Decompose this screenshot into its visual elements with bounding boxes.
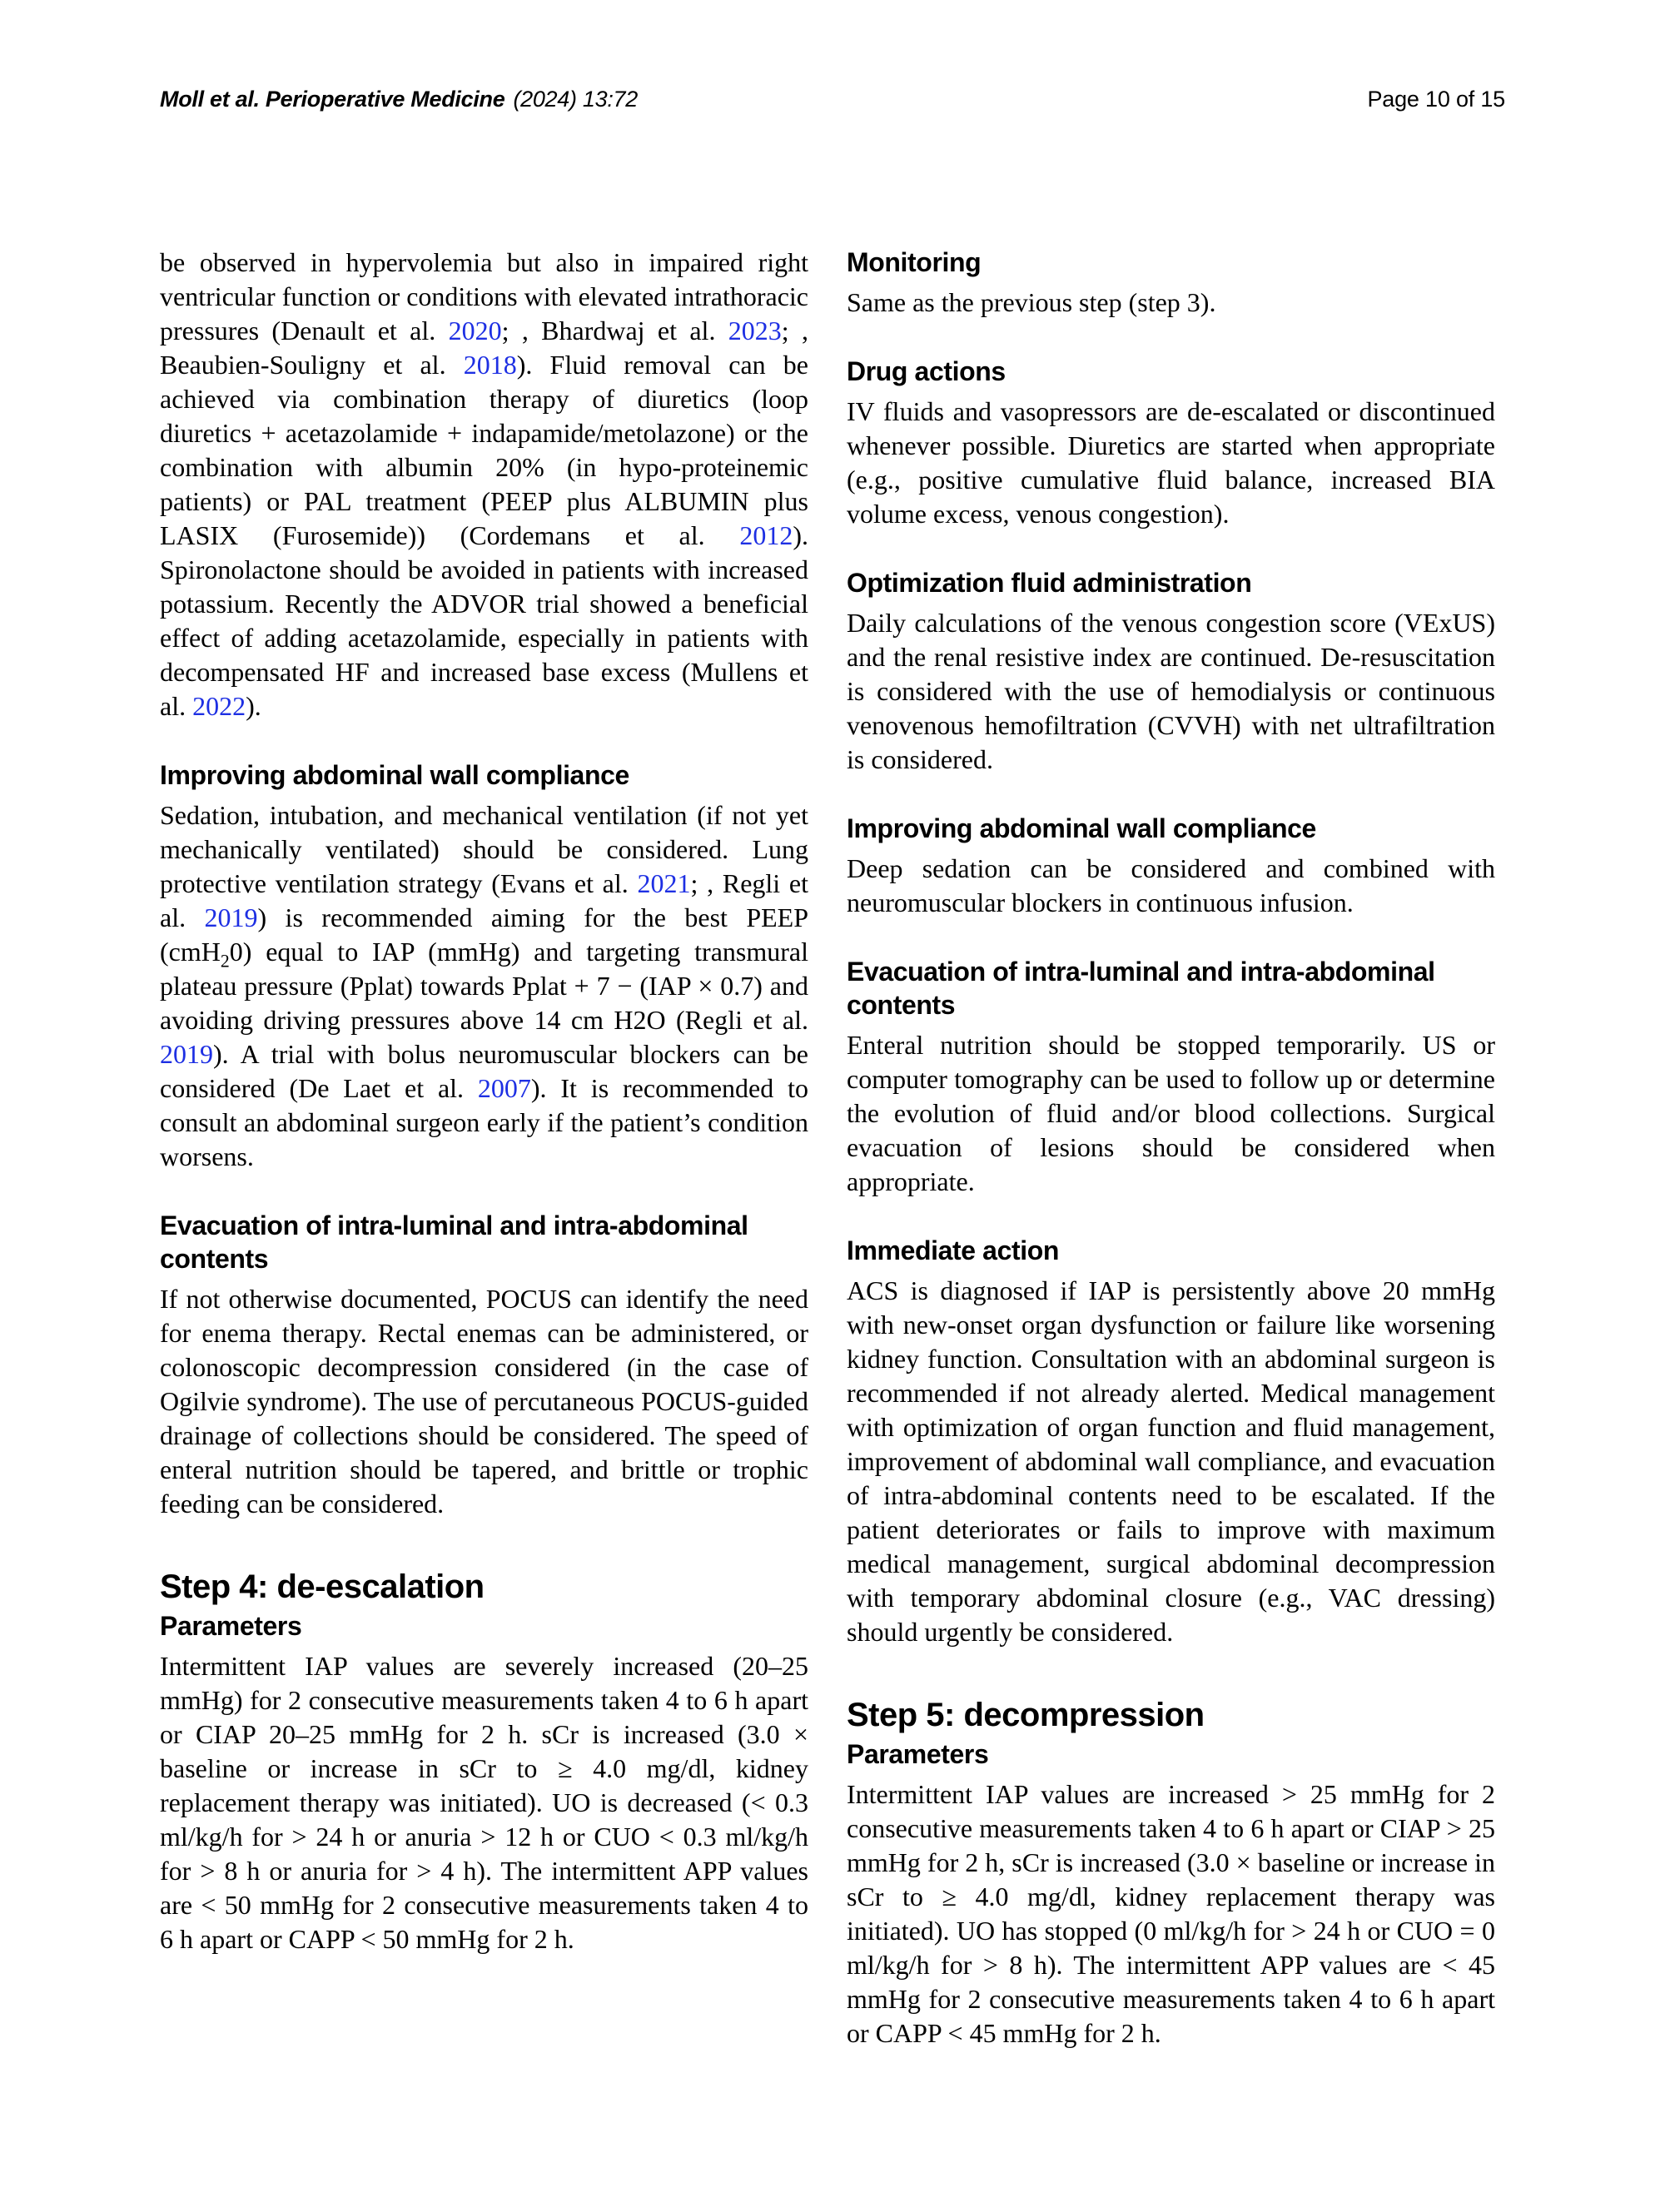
section-heading: Parameters bbox=[160, 1611, 302, 1641]
paragraph bbox=[160, 1282, 808, 1521]
page-number: Page 10 of 15 bbox=[1367, 87, 1505, 112]
paragraph bbox=[160, 246, 808, 723]
section-heading: Parameters bbox=[847, 1739, 989, 1769]
section-heading: Immediate action bbox=[847, 1235, 1060, 1265]
citation-link[interactable]: 2020 bbox=[448, 316, 502, 345]
paragraph bbox=[847, 1777, 1495, 2050]
citation-link[interactable]: 2023 bbox=[728, 316, 782, 345]
text-run: ). bbox=[246, 691, 261, 721]
text-run: ). A trial with bolus neuromuscular blockers can be considered (De Laet et al. bbox=[160, 1039, 808, 1103]
section-heading: Monitoring bbox=[847, 247, 982, 277]
text-run: Daily calculations of the venous congestion score (VExUS) and the renal resistive index are continued. De-resuscitation is considered with the use of hemodialysis or continuous venovenous hemofiltration (CVVH) with net ultrafiltration is considered. bbox=[847, 608, 1495, 774]
paragraph bbox=[847, 286, 1495, 320]
text-run: Intermittent IAP values are increased > 25 mmHg for 2 consecutive measurements taken 4 to 6 h apart or CIAP > 25 mmHg for 2 h, sCr is increased (3.0 × baseline or increase in sCr to ≥ 4.0 mg/dl, kidney replacement therapy was initiated). UO has stopped (0 ml/kg/h for > 24 h or CUO = 0 ml/kg/h for > 8 h). The intermittent APP values are < 45 mmHg for 2 consecutive measurements taken 4 to 6 h apart or CAPP < 45 mmHg for 2 h. bbox=[847, 1779, 1495, 2048]
step-heading: Step 5: decompression bbox=[847, 1697, 1205, 1733]
section-heading: Improving abdominal wall compliance bbox=[847, 813, 1316, 843]
paragraph bbox=[160, 798, 808, 1174]
citation-link[interactable]: 2021 bbox=[637, 868, 691, 898]
paragraph bbox=[847, 1274, 1495, 1649]
paragraph bbox=[160, 1649, 808, 1956]
text-run: ). It is recommended to consult an abdominal surgeon early if the patient’s condition worsens. bbox=[160, 1073, 809, 1171]
citation-link[interactable]: 2022 bbox=[192, 691, 246, 721]
text-run: ; , Beaubien-Souligny et al. bbox=[160, 316, 809, 380]
section-heading: Evacuation of intra-luminal and intra-abdominal contents bbox=[160, 1210, 748, 1274]
text-run: 0) equal to IAP (mmHg) and targeting transmural plateau pressure (Pplat) towards Pplat + 7 − (IAP × 0.7) and avoiding driving pressures above 14 cm H2O (Regli et al. bbox=[160, 937, 808, 1035]
running-header bbox=[160, 87, 1505, 112]
section-heading: Evacuation of intra-luminal and intra-abdominal contents bbox=[847, 957, 1435, 1020]
text-run: Sedation, intubation, and mechanical ventilation (if not yet mechanically ventilated) should be considered. Lung protective ventilation strategy (Evans et al. bbox=[160, 800, 808, 898]
citation-link[interactable]: 2019 bbox=[160, 1039, 213, 1069]
text-run: If not otherwise documented, POCUS can identify the need for enema therapy. Rectal enemas can be administered, or colonoscopic decompression considered (in the case of Ogilvie syndrome). The use of percutaneous POCUS-guided drainage of collections should be considered. The speed of enteral nutrition should be tapered, and brittle or trophic feeding can be considered. bbox=[160, 1284, 808, 1519]
two-column-body bbox=[160, 246, 1505, 2050]
right-column bbox=[847, 246, 1495, 2050]
text-run: Deep sedation can be considered and combined with neuromuscular blockers in continuous infusion. bbox=[847, 853, 1495, 917]
paragraph bbox=[847, 852, 1495, 920]
paragraph bbox=[847, 395, 1495, 531]
text-run: ACS is diagnosed if IAP is persistently above 20 mmHg with new-onset organ dysfunction or failure like worsening kidney function. Consultation with an abdominal surgeon is recommended if not already alerted. Medical management with optimization of organ function and fluid management, improvement of abdominal wall compliance, and evacuation of intra-abdominal contents need to be escalated. If the patient deteriorates or fails to improve with maximum medical management, surgical abdominal decompression with temporary abdominal closure (e.g., VAC dressing) should urgently be considered. bbox=[847, 1275, 1495, 1647]
text-run: ). Spironolactone should be avoided in patients with increased potassium. Recently the ADVOR trial showed a beneficial effect of adding acetazolamide, especially in patients with decompensated HF and increased base excess (Mullens et al. bbox=[160, 520, 808, 721]
section-heading: Drug actions bbox=[847, 356, 1006, 386]
text-run: IV fluids and vasopressors are de-escalated or discontinued whenever possible. Diuretics are started when appropriate (e.g., positive cumulative fluid balance, increased BIA volume excess, venous congestion). bbox=[847, 396, 1495, 529]
text-run: ; , Bhardwaj et al. bbox=[501, 316, 728, 345]
citation-authors-journal: Moll et al. Perioperative Medicine bbox=[160, 87, 505, 112]
citation-link[interactable]: 2018 bbox=[463, 350, 517, 380]
text-run: Enteral nutrition should be stopped temporarily. US or computer tomography can be used to follow up or determine the evolution of fluid and/or blood collections. Surgical evacuation of lesions should be considered when appropriate. bbox=[847, 1030, 1495, 1196]
paragraph bbox=[847, 606, 1495, 777]
subscript-text: 2 bbox=[220, 951, 230, 972]
text-run: ; , Regli et al. bbox=[160, 868, 809, 932]
text-run: ) is recommended aiming for the best PEEP (cmH bbox=[160, 902, 809, 967]
paragraph bbox=[847, 1028, 1495, 1199]
left-column bbox=[160, 246, 808, 2050]
citation-link[interactable]: 2019 bbox=[204, 902, 258, 932]
section-heading: Optimization fluid administration bbox=[847, 568, 1252, 598]
text-run: Same as the previous step (step 3). bbox=[847, 287, 1216, 317]
section-heading: Improving abdominal wall compliance bbox=[160, 760, 629, 790]
step-heading: Step 4: de-escalation bbox=[160, 1568, 485, 1605]
text-run: ). Fluid removal can be achieved via combination therapy of diuretics (loop diuretics + acetazolamide + indapamide/metolazone) or the combination with albumin 20% (in hypo-proteinemic patients) or PAL treatment (PEEP plus ALBUMIN plus LASIX (Furosemide)) (Cordemans et al. bbox=[160, 350, 809, 550]
citation-link[interactable]: 2012 bbox=[739, 520, 793, 550]
citation-issue: (2024) 13:72 bbox=[513, 87, 638, 112]
citation-link[interactable]: 2007 bbox=[477, 1073, 531, 1103]
text-run: be observed in hypervolemia but also in impaired right ventricular function or conditions with elevated intrathoracic pressures (Denault et al. bbox=[160, 247, 808, 345]
text-run: Intermittent IAP values are severely increased (20–25 mmHg) for 2 consecutive measurements taken 4 to 6 h apart or CIAP 20–25 mmHg for 2 h. sCr is increased (3.0 × baseline or increase in sCr to ≥ 4.0 mg/dl, kidney replacement therapy was initiated). UO is decreased (< 0.3 ml/kg/h for > 24 h or anuria > 12 h or CUO < 0.3 ml/kg/h for > 8 h or anuria for > 4 h). The intermittent APP values are < 50 mmHg for 2 consecutive measurements taken 4 to 6 h apart or CAPP < 50 mmHg for 2 h. bbox=[160, 1651, 808, 1954]
journal-citation bbox=[160, 87, 638, 112]
